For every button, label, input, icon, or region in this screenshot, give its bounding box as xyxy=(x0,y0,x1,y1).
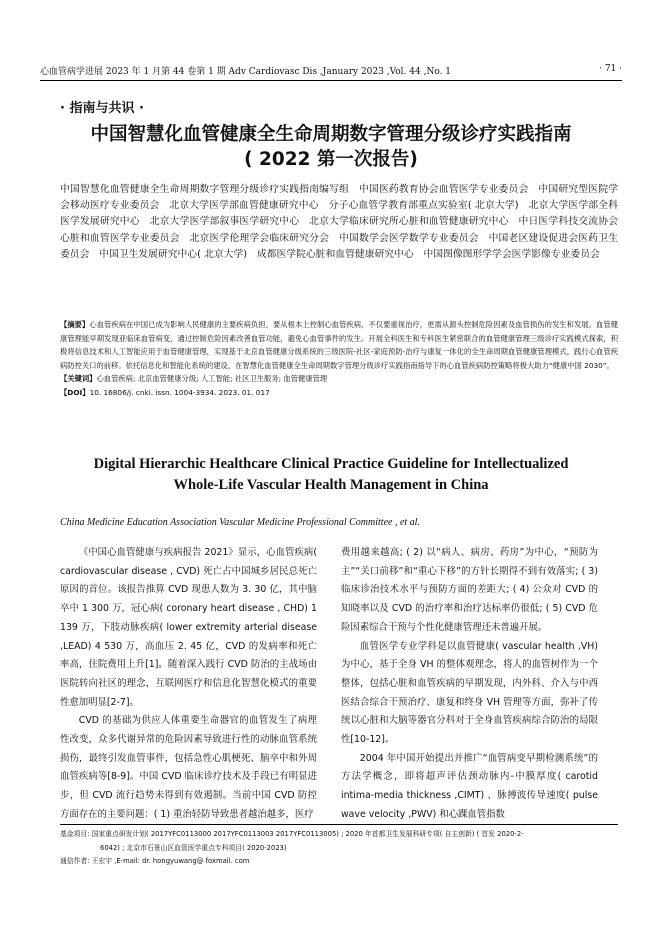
funding-line-cont: 6042) ; 北京市石景山区血管医学重点专科项目( 2020-2023) xyxy=(100,843,287,852)
body-paragraph: 费用越来越高; ( 2) 以“病人、病房、药房”为中心，“预防为主”“关口前移”和“重心下移”的方针长期得不到有效落实; ( 3) 临床诊治技术水平与预防方面的差距大; ( 4) 公众对 CVD 的知晓率以及 CVD 的治疗率和治疗达标率仍很低; ( 5) CVD 危险因素综合干预与个性化健康管理还未普遍开展。 xyxy=(341,547,598,633)
title-en-line1: Digital Hierarchic Healthcare Clinical Practice Guideline for Intellectualized xyxy=(93,456,569,472)
footnote xyxy=(60,824,618,869)
body-paragraph: CVD 的基础为供应人体重要生命器官的血管发生了病理性改变，众多代谢异常的危险因素导致进行性的动脉血管系统损伤，最终引发血管事件，包括急性心肌梗死、脑卒中和外周血管疾病等[8-9]。中国 CVD 临床诊疗技术及手段已有明显进步，但 CVD 流行趋势未得到有效遏制。当前中国 CVD 防控方面存在的主要问题：( 1) 重治轻防导致患者越治越多，医疗 xyxy=(60,715,317,820)
title-chinese xyxy=(40,122,622,172)
body-paragraph: 血管医学专业学科是以血管健康( vascular health ,VH) 为中心，基于全身 VH 的整体观理念，将人的血管树作为一个整体，包括心脏和血管疾病的早期发现，内外科、介入与中西医结合综合干预治疗、康复和终身 VH 管理等方面，弥补了传统以心脏和大脑等器官分科对于全身血管疾病综合防治的局限性[10-12]。 xyxy=(341,640,598,746)
title-en-line2: Whole-Life Vascular Health Management in China xyxy=(173,477,489,493)
abstract-label: 【摘要】 xyxy=(60,320,90,329)
page-number: · 71 · xyxy=(599,64,622,74)
running-header xyxy=(40,64,622,81)
authors-chinese: 中国智慧化血管健康全生命周期数字管理分级诊疗实践指南编写组 中国医药教育协会血管医学专业委员会 中国研究型医院学会移动医疗专业委员会 北京大学医学部血管健康研究中心 分子心血管学教育部重点实验室( 北京大学) 北京大学医学部全科医学发展研究中心 北京大学医学部叙事医学研究中心 北京大学临床研究所心脏和血管健康研究中心 中日医学科技交流协会心脏和血管医学专业委员会 北京医学伦理学会临床研究分会 中国数学会医学数学专业委员会 中国老区建设促进会医药卫生委员会 中国卫生发展研究中心( 北京大学) 成都医学院心脏和血管健康研究中心 中国图像图形学学会医学影像专业委员会 xyxy=(60,184,618,260)
abstract-paragraph xyxy=(60,318,618,372)
journal-citation: 心血管病学进展 2023 年 1 月第 44 卷第 1 期 Adv Cardiovasc Dis ,January 2023 ,Vol. 44 ,No. 1 xyxy=(40,67,452,77)
keywords-line xyxy=(60,372,618,386)
corresponding-author: 通信作者: 王宏宇 ,E-mail: dr. hongyuwang@ foxmail. com xyxy=(60,857,250,865)
doi-text: 10. 16806/j. cnki. issn. 1004-3934. 2023. 01. 017 xyxy=(89,387,270,397)
funding-line: 基金项目: 国家重点研发计划( 2017YFC0113000 2017YFC0113003 2017YFC0113005) ; 2020 年首都卫生发展科研专项( 自主创新) ( 首发 2020-2- xyxy=(60,830,524,838)
abstract-text: 心血管疾病在中国已成为影响人民健康的主要疾病负担。要从根本上控制心血管疾病，不仅要重视治疗，更需从源头控制危险因素及血管损伤的发生和发展。血管健康管理能早期发现亚临床血管病变，通过控制危险因素改善血管功能，避免心血管事件的发生。开展全科医生和专科医生紧密联合的血管健康管理三级诊疗实践模式探索，积极将信息技术和人工智能应用于血管健康管理，实现基于北京血管健康分级系统的三级医院-社区-家庭预防-治疗与康复一体化的全生命周期血管健康管理模式，践行心血管疾病防控关口的前移。依托信息化和智能化系统的建设，在智慧化血管健康全生命周期数字管理分级诊疗实践指南指导下的心血管疾病防控策略将极大助力“健康中国 2030”。 xyxy=(60,320,618,370)
title-english xyxy=(40,454,622,496)
body-column-right xyxy=(341,544,598,825)
body-paragraph: 《中国心血管健康与疾病报告 2021》显示，心血管疾病( cardiovascular disease , CVD) 死亡占中国城乡居民总死亡原因的首位。该报告推算 CVD 现患人数为 3. 30 亿，其中脑卒中 1 300 万，冠心病( coronary heart disease , CHD) 1 139 万，下肢动脉疾病( lower extremity arterial disease ,LEAD) 4 530 万，高血压 2. 45 亿，CVD 的发病率和死亡率高，住院费用上升[1]。随着深入践行 CVD 防治的主战场由医院转向社区的理念，互联网医疗和信息化智慧化模式的重要性愈加明显[2-7]。 xyxy=(60,547,317,708)
keywords-text: 心血管疾病; 北京血管健康分级; 人工智能; 社区卫生服务; 血管健康管理 xyxy=(96,374,328,384)
body-paragraph: 2004 年中国开始提出并推广“血管病变早期检测系统”的方法学概念，即将超声评估颈动脉内-中膜厚度( carotid intima-media thickness ,CIMT) 、脉搏波传导速度( pulse wave velocity ,PWV) 和心踝血管指数 xyxy=(341,752,598,820)
title-cn-line1: 中国智慧化血管健康全生命周期数字管理分级诊疗实践指南 xyxy=(90,124,572,145)
body-column-left xyxy=(60,544,317,825)
doi-line xyxy=(60,386,618,400)
authors-english: China Medicine Education Association Vascular Medicine Professional Committee , et al. xyxy=(60,517,420,528)
keywords-label: 【关键词】 xyxy=(60,374,97,384)
column-tag: · 指南与共识 · xyxy=(60,101,144,116)
title-cn-line2: ( 2022 第一次报告) xyxy=(244,149,418,170)
doi-label: 【DOI】 xyxy=(60,387,90,397)
abstract-block xyxy=(60,318,618,400)
